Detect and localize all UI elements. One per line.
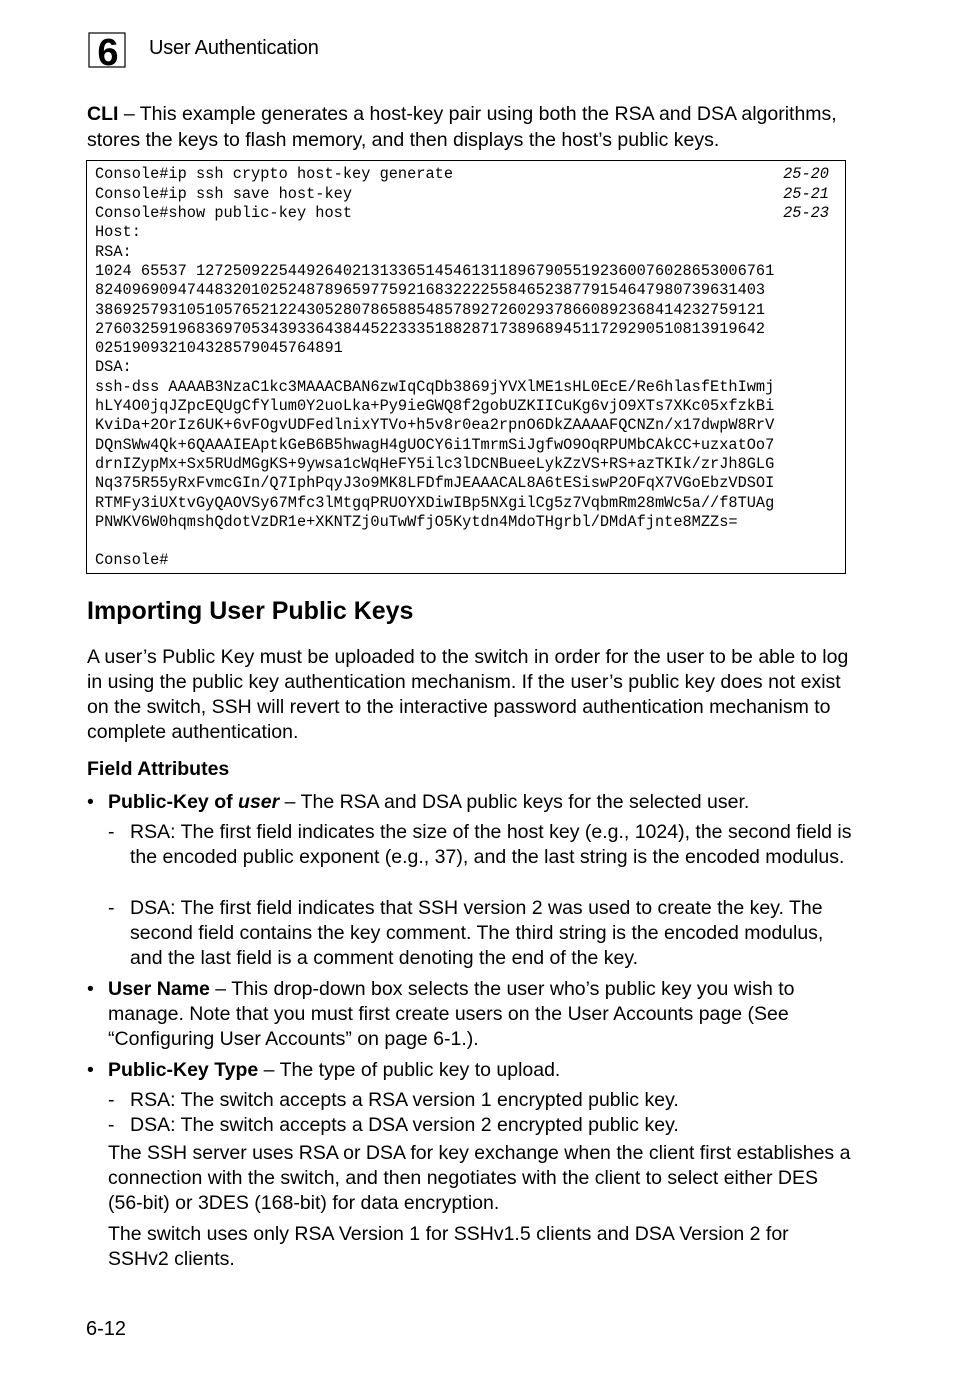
bullet-desc: – This drop-down box selects the user who’s public key you wish to manage. Note that you must first create users on the User Accounts page (See “Configuring User Accounts” on page 6-1.). bbox=[108, 978, 795, 1050]
dash-mark: - bbox=[108, 1114, 115, 1136]
section-body: A user’s Public Key must be uploaded to the switch in order for the user to be able to log in using the public key authentication mechanism. If the user’s public key does not exist on the switch, SSH will revert to the interactive password authentication mechanism to complete authentication. bbox=[87, 646, 849, 743]
bullet-text bbox=[108, 790, 848, 815]
dash-mark: - bbox=[108, 1089, 115, 1111]
bullet-bold: Public-Key Type bbox=[108, 1059, 259, 1081]
rsa-version-paragraph: The switch uses only RSA Version 1 for SSHv1.5 clients and DSA Version 2 for SSHv2 clients. bbox=[108, 1223, 789, 1270]
code-line: ssh-dss AAAAB3NzaC1kc3MAAACBAN6zwIqCqDb3869jYVXlME1sHL0EcE/Re6hlasfEthIwmj bbox=[95, 378, 775, 396]
code-line: 025190932104328579045764891 bbox=[95, 339, 343, 357]
chapter-title: User Authentication bbox=[149, 37, 319, 59]
bullet-bold: Public-Key of bbox=[108, 791, 239, 813]
intro-paragraph bbox=[87, 102, 857, 153]
dash-text: DSA: The switch accepts a DSA version 2 encrypted public key. bbox=[130, 1114, 679, 1136]
code-line: drnIZypMx+Sx5RUdMGgKS+9ywsa1cWqHeFY5ilc3lDCNBueeLykZzVS+RS+azTKIk/zrJh8GLG bbox=[95, 455, 775, 473]
bullet-text bbox=[108, 977, 848, 1052]
code-line: Host: bbox=[95, 223, 141, 241]
section-title: Importing User Public Keys bbox=[87, 597, 414, 625]
code-line: Console#show public-key host bbox=[95, 204, 353, 222]
dash-mark: - bbox=[108, 821, 115, 843]
bullet-mark: • bbox=[87, 791, 94, 813]
field-attributes-heading: Field Attributes bbox=[87, 758, 230, 780]
code-line: RTMFy3iUXtvGyQAOVSy67Mfc3lMtgqPRUOYXDiwIBp5NXgilCg5z7VqbmRm28mWc5a//f8TUAg bbox=[95, 494, 775, 512]
intro-text: – This example generates a host-key pair using both the RSA and DSA algorithms, stores the keys to flash memory, and then displays the host’s public keys. bbox=[87, 103, 837, 151]
bullet-mark: • bbox=[87, 978, 94, 1000]
code-line: 1024 65537 127250922544926402131336514546131189679055192360076028653006761 bbox=[95, 262, 775, 280]
code-line: Nq375R55yRxFvmcGIn/Q7IphPqyJ3o9MK8LFDfmJEAAACAL8A6tESiswP2OFqX7VGoEbzVDSOI bbox=[95, 474, 775, 492]
command-reference: 25-23 bbox=[783, 204, 829, 222]
bullet-mark: • bbox=[87, 1059, 94, 1081]
code-line: 3869257931051057652122430528078658854857892726029378660892368414232759121 bbox=[95, 301, 766, 319]
chapter-number-graphic bbox=[88, 32, 126, 68]
bullet-bold-italic: user bbox=[238, 791, 280, 813]
bullet-text bbox=[108, 1058, 848, 1083]
bullet-bold: User Name bbox=[108, 978, 210, 1000]
page-number: 6-12 bbox=[86, 1318, 127, 1340]
code-line: Console#ip ssh save host-key bbox=[95, 185, 353, 203]
command-reference: 25-21 bbox=[783, 185, 829, 203]
code-line: RSA: bbox=[95, 243, 132, 261]
dash-text: RSA: The first field indicates the size of the host key (e.g., 1024), the second field is the encoded public exponent (e.g., 37), and the last string is the encoded modulus. bbox=[130, 821, 852, 868]
ssh-server-paragraph: The SSH server uses RSA or DSA for key exchange when the client first establishes a connection with the switch, and then negotiates with the client to select either DES (56-bit) or 3DES (168-bit) for data encryption. bbox=[108, 1142, 851, 1214]
code-block bbox=[86, 160, 846, 574]
code-line: 8240969094744832010252487896597759216832222558465238779154647980739631403 bbox=[95, 281, 766, 299]
code-line: 2760325919683697053439336438445223335188287173896894511729290510813919642 bbox=[95, 320, 766, 338]
code-line: PNWKV6W0hqmshQdotVzDR1e+XKNTZj0uTwWfjO5Kytdn4MdoTHgrbl/DMdAfjnte8MZZs= bbox=[95, 513, 738, 531]
code-line: hLY4O0jqJZpcEQUgCfYlum0Y2uoLka+Py9ieGWQ8f2gobUZKIICuKg6vjO9XTs7XKc05xfzkBi bbox=[95, 397, 775, 415]
code-line: DQnSWw4Qk+6QAAAIEAptkGeB6B5hwagH4gUOCY6i1TmrmSiJgfwO9OqRPUMbCAkCC+uzxatOo7 bbox=[95, 436, 775, 454]
chapter-number: 6 bbox=[97, 32, 119, 68]
code-line: KviDa+2OrIz6UK+6vFOgvUDFedlnixYTVo+h5v8r0ea2rpnO6DkZAAAAFQCNZn/x17dwpW8RrV bbox=[95, 416, 775, 434]
dash-text: DSA: The first field indicates that SSH version 2 was used to create the key. The second field contains the key comment. The third string is the encoded modulus, and the last field is a comment denoting the end of the key. bbox=[130, 897, 824, 969]
bullet-desc: – The type of public key to upload. bbox=[258, 1059, 561, 1081]
bullet-desc: – The RSA and DSA public keys for the selected user. bbox=[279, 791, 750, 813]
cli-label: CLI bbox=[87, 103, 119, 125]
dash-text: RSA: The switch accepts a RSA version 1 encrypted public key. bbox=[130, 1089, 679, 1111]
code-line: DSA: bbox=[95, 358, 132, 376]
command-reference: 25-20 bbox=[783, 165, 829, 183]
code-line: Console# bbox=[95, 551, 169, 569]
dash-mark: - bbox=[108, 897, 115, 919]
chapter-number-badge bbox=[88, 32, 126, 68]
code-line: Console#ip ssh crypto host-key generate bbox=[95, 165, 454, 183]
